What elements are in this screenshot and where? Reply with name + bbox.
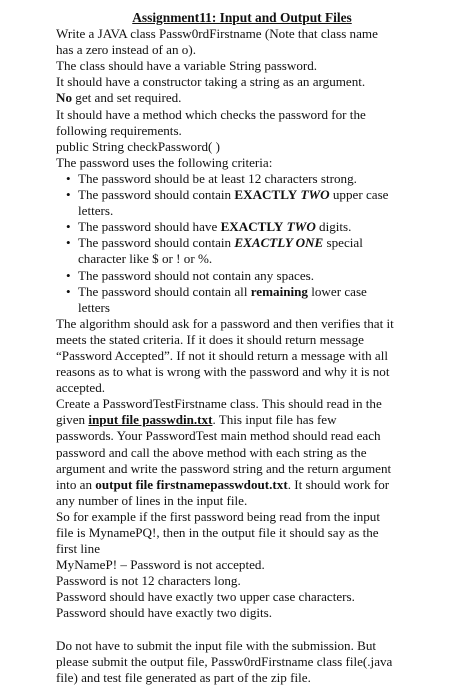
document-title: Assignment11: Input and Output Files	[132, 10, 352, 25]
no-emphasis: No	[56, 90, 73, 106]
criteria-item	[56, 219, 448, 235]
emphasis-text: EXACTLY ONE	[234, 235, 324, 251]
intro-line: has a zero instead of an o).	[56, 42, 196, 58]
test-class-text: given	[56, 412, 89, 428]
example-section	[56, 509, 448, 622]
bullet-icon: •	[66, 267, 71, 283]
emphasis-text: TWO	[300, 187, 330, 203]
bullet-icon: •	[66, 170, 71, 186]
criteria-text: The password should contain all	[78, 283, 251, 299]
criteria-item	[56, 187, 448, 219]
submission-line: Do not have to submit the input file with the submission. But	[56, 637, 377, 653]
algorithm-section	[56, 316, 448, 396]
bullet-icon: •	[66, 283, 71, 299]
test-class-line: passwords. Your PasswordTest main method should read each	[56, 428, 381, 444]
criteria-text: The password should have	[78, 219, 221, 235]
test-class-text: . This input file has few	[212, 412, 337, 428]
test-class-line: argument and write the password string and the return argument	[56, 460, 392, 476]
output-file-name: output file firstnamepasswdout.txt	[95, 476, 288, 492]
bullet-icon: •	[66, 219, 71, 235]
criteria-text: character like $ or ! or %.	[78, 251, 213, 267]
algorithm-line: “Password Accepted”. If not it should return a message with all	[56, 347, 388, 363]
test-class-line: Create a PasswordTestFirstname class. This should read in the	[56, 396, 382, 412]
test-class-text: into an	[56, 476, 96, 492]
bullet-icon: •	[66, 235, 71, 251]
emphasis-text: TWO	[286, 219, 316, 235]
example-output-line: Password should have exactly two digits.	[56, 605, 273, 621]
test-class-line: any number of lines in the input file.	[56, 492, 248, 508]
intro-line: Write a JAVA class Passw0rdFirstname (Note that class name	[56, 26, 378, 42]
intro-line: It should have a method which checks the password for the	[56, 106, 366, 122]
criteria-text: letters	[78, 299, 110, 315]
algorithm-line: The algorithm should ask for a password and then verifies that it	[56, 315, 394, 331]
intro-line: The class should have a variable String password.	[56, 58, 318, 74]
intro-line: It should have a constructor taking a string as an argument.	[56, 74, 366, 90]
criteria-text: The password should contain	[78, 235, 235, 251]
intro-line	[56, 90, 448, 106]
example-output-line: MyNameP! – Password is not accepted.	[56, 557, 265, 573]
criteria-item	[56, 235, 448, 267]
test-class-line	[56, 477, 448, 493]
submission-line: file) and test file generated as part of the zip file.	[56, 669, 311, 685]
paragraph-gap	[56, 622, 448, 638]
test-class-section	[56, 396, 448, 509]
submission-line: please submit the output file, Passw0rdFirstname class file(.java	[56, 653, 393, 669]
emphasis-text: remaining	[250, 283, 308, 299]
test-class-line: password and call the above method with each string as the	[56, 444, 367, 460]
criteria-item	[56, 171, 448, 187]
intro-line: following requirements.	[56, 122, 182, 138]
algorithm-line: meets the stated criteria. If it does it should return message	[56, 331, 364, 347]
criteria-text: digits.	[315, 219, 352, 235]
criteria-item	[56, 284, 448, 316]
intro-section	[56, 26, 448, 171]
emphasis-text: EXACTLY	[234, 187, 298, 203]
criteria-text: The password should contain	[78, 187, 235, 203]
example-line: first line	[56, 541, 100, 557]
intro-text: get and set required.	[72, 90, 182, 106]
test-class-line	[56, 412, 448, 428]
emphasis-text: EXACTLY	[220, 219, 284, 235]
algorithm-line: accepted.	[56, 380, 106, 396]
input-file-name: input file passwdin.txt	[88, 412, 213, 428]
criteria-list	[56, 171, 448, 316]
criteria-text: special	[323, 235, 363, 251]
bullet-icon: •	[66, 187, 71, 203]
method-signature: public String checkPassword( )	[56, 138, 221, 154]
criteria-text: The password should not contain any spaces.	[78, 267, 315, 283]
criteria-item	[56, 268, 448, 284]
algorithm-line: reasons as to what is wrong with the password and why it is not	[56, 364, 390, 380]
submission-section	[56, 638, 448, 686]
example-output-line: Password should have exactly two upper case characters.	[56, 589, 355, 605]
criteria-text: upper case	[329, 187, 389, 203]
criteria-text: lower case	[307, 283, 367, 299]
intro-line: The password uses the following criteria:	[56, 154, 273, 170]
example-line: file is MynamePQ!, then in the output file it should say as the	[56, 525, 379, 540]
test-class-text: . It should work for	[287, 476, 390, 492]
criteria-text: letters.	[78, 203, 114, 219]
assignment-document	[56, 10, 448, 686]
criteria-text: The password should be at least 12 characters strong.	[78, 170, 357, 186]
example-output-line: Password is not 12 characters long.	[56, 573, 241, 589]
example-line: So for example if the first password being read from the input	[56, 508, 380, 524]
